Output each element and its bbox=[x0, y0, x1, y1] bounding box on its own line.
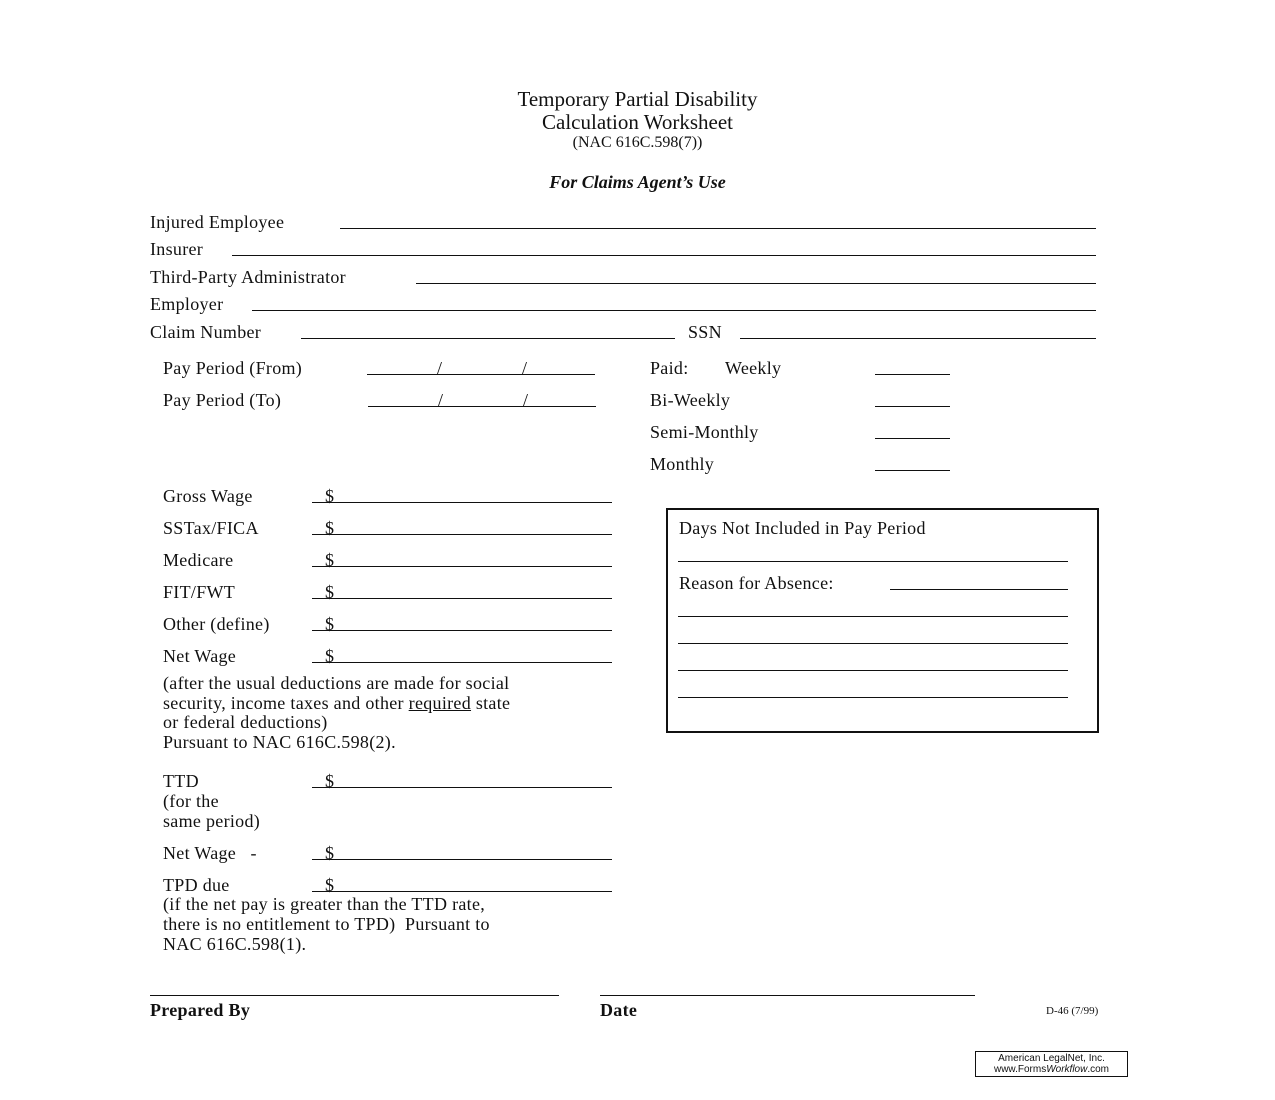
required-underlined: required bbox=[408, 693, 472, 713]
tpa-field[interactable] bbox=[416, 283, 1096, 284]
dollar-sign: $ bbox=[325, 875, 335, 895]
sstax-fica-label: SSTax/FICA bbox=[163, 518, 259, 538]
form-title-line1: Temporary Partial Disability bbox=[517, 87, 758, 111]
reason-line[interactable] bbox=[678, 616, 1068, 617]
tpd-note-line3: NAC 616C.598(1). bbox=[163, 934, 307, 954]
medicare-label: Medicare bbox=[163, 550, 234, 570]
injured-employee-field[interactable] bbox=[340, 228, 1096, 229]
paid-label: Paid: bbox=[650, 358, 689, 378]
legalnet-line1: American LegalNet, Inc. bbox=[998, 1053, 1105, 1064]
reason-line[interactable] bbox=[678, 670, 1068, 671]
tpd-due-field[interactable] bbox=[312, 891, 612, 892]
ttd-field[interactable] bbox=[312, 787, 612, 788]
dollar-sign: $ bbox=[325, 614, 335, 634]
insurer-label: Insurer bbox=[150, 239, 204, 259]
reason-line[interactable] bbox=[678, 643, 1068, 644]
gross-wage-label: Gross Wage bbox=[163, 486, 253, 506]
other-define-label: Other (define) bbox=[163, 614, 270, 634]
pay-period-to-field[interactable] bbox=[368, 406, 596, 407]
deduction-note-line1: (after the usual deductions are made for social bbox=[163, 673, 510, 693]
other-define-field[interactable] bbox=[312, 630, 612, 631]
employer-field[interactable] bbox=[252, 310, 1096, 311]
reason-for-absence-field[interactable] bbox=[890, 589, 1068, 590]
american-legalnet-logo bbox=[975, 1051, 1128, 1077]
dollar-sign: $ bbox=[325, 582, 335, 602]
tpd-note-line1: (if the net pay is greater than the TTD rate, bbox=[163, 894, 486, 914]
days-not-included-title: Days Not Included in Pay Period bbox=[679, 518, 926, 538]
dollar-sign: $ bbox=[325, 843, 335, 863]
gross-wage-field[interactable] bbox=[312, 502, 612, 503]
employer-label: Employer bbox=[150, 294, 224, 314]
date-slash: / bbox=[523, 390, 529, 410]
dollar-sign: $ bbox=[325, 771, 335, 791]
dollar-sign: $ bbox=[325, 518, 335, 538]
legalnet-line2: www.FormsWorkflow.com bbox=[993, 1064, 1110, 1075]
form-citation: (NAC 616C.598(7)) bbox=[572, 134, 703, 151]
monthly-field[interactable] bbox=[875, 470, 950, 471]
net-wage-minus-label: Net Wage - bbox=[163, 843, 257, 863]
prepared-by-field[interactable] bbox=[150, 995, 559, 996]
date-slash: / bbox=[522, 358, 528, 378]
injured-employee-label: Injured Employee bbox=[150, 212, 285, 232]
deduction-note-line3: or federal deductions) bbox=[163, 712, 328, 732]
medicare-field[interactable] bbox=[312, 566, 612, 567]
date-field[interactable] bbox=[600, 995, 975, 996]
claim-number-label: Claim Number bbox=[150, 322, 262, 342]
prepared-by-label: Prepared By bbox=[150, 1000, 251, 1020]
fit-fwt-label: FIT/FWT bbox=[163, 582, 236, 602]
claims-agent-note: For Claims Agent’s Use bbox=[549, 172, 726, 192]
net-wage-label: Net Wage bbox=[163, 646, 237, 666]
insurer-field[interactable] bbox=[232, 255, 1096, 256]
sstax-fica-field[interactable] bbox=[312, 534, 612, 535]
date-label: Date bbox=[600, 1000, 638, 1020]
monthly-label: Monthly bbox=[650, 454, 715, 474]
deduction-note-line2: security, income taxes and other required state bbox=[163, 693, 511, 713]
fit-fwt-field[interactable] bbox=[312, 598, 612, 599]
ttd-label: TTD bbox=[163, 771, 199, 791]
dollar-sign: $ bbox=[325, 550, 335, 570]
net-wage-minus-field[interactable] bbox=[312, 859, 612, 860]
net-wage-field[interactable] bbox=[312, 662, 612, 663]
pay-period-from-label: Pay Period (From) bbox=[163, 358, 303, 378]
reason-for-absence-label: Reason for Absence: bbox=[679, 573, 834, 593]
days-not-included-field[interactable] bbox=[678, 561, 1068, 562]
dollar-sign: $ bbox=[325, 646, 335, 666]
deduction-note-line4: Pursuant to NAC 616C.598(2). bbox=[163, 732, 396, 752]
weekly-field[interactable] bbox=[875, 374, 950, 375]
days-not-included-box bbox=[666, 508, 1099, 733]
pay-period-from-field[interactable] bbox=[367, 374, 595, 375]
ttd-sub-line1: (for the bbox=[163, 791, 219, 811]
reason-line[interactable] bbox=[678, 697, 1068, 698]
form-id: D-46 (7/99) bbox=[1046, 1005, 1099, 1017]
date-slash: / bbox=[437, 358, 443, 378]
dollar-sign: $ bbox=[325, 486, 335, 506]
ssn-label: SSN bbox=[688, 322, 722, 342]
tpd-due-label: TPD due bbox=[163, 875, 230, 895]
bi-weekly-label: Bi-Weekly bbox=[650, 390, 731, 410]
bi-weekly-field[interactable] bbox=[875, 406, 950, 407]
ssn-field[interactable] bbox=[740, 338, 1096, 339]
pay-period-to-label: Pay Period (To) bbox=[163, 390, 282, 410]
form-title-line2: Calculation Worksheet bbox=[542, 110, 733, 134]
semi-monthly-label: Semi-Monthly bbox=[650, 422, 759, 442]
tpa-label: Third-Party Administrator bbox=[150, 267, 346, 287]
date-slash: / bbox=[438, 390, 444, 410]
tpd-note-line2: there is no entitlement to TPD) Pursuant to bbox=[163, 914, 490, 934]
semi-monthly-field[interactable] bbox=[875, 438, 950, 439]
weekly-label: Weekly bbox=[725, 358, 782, 378]
claim-number-field[interactable] bbox=[301, 338, 675, 339]
ttd-sub-line2: same period) bbox=[163, 811, 261, 831]
